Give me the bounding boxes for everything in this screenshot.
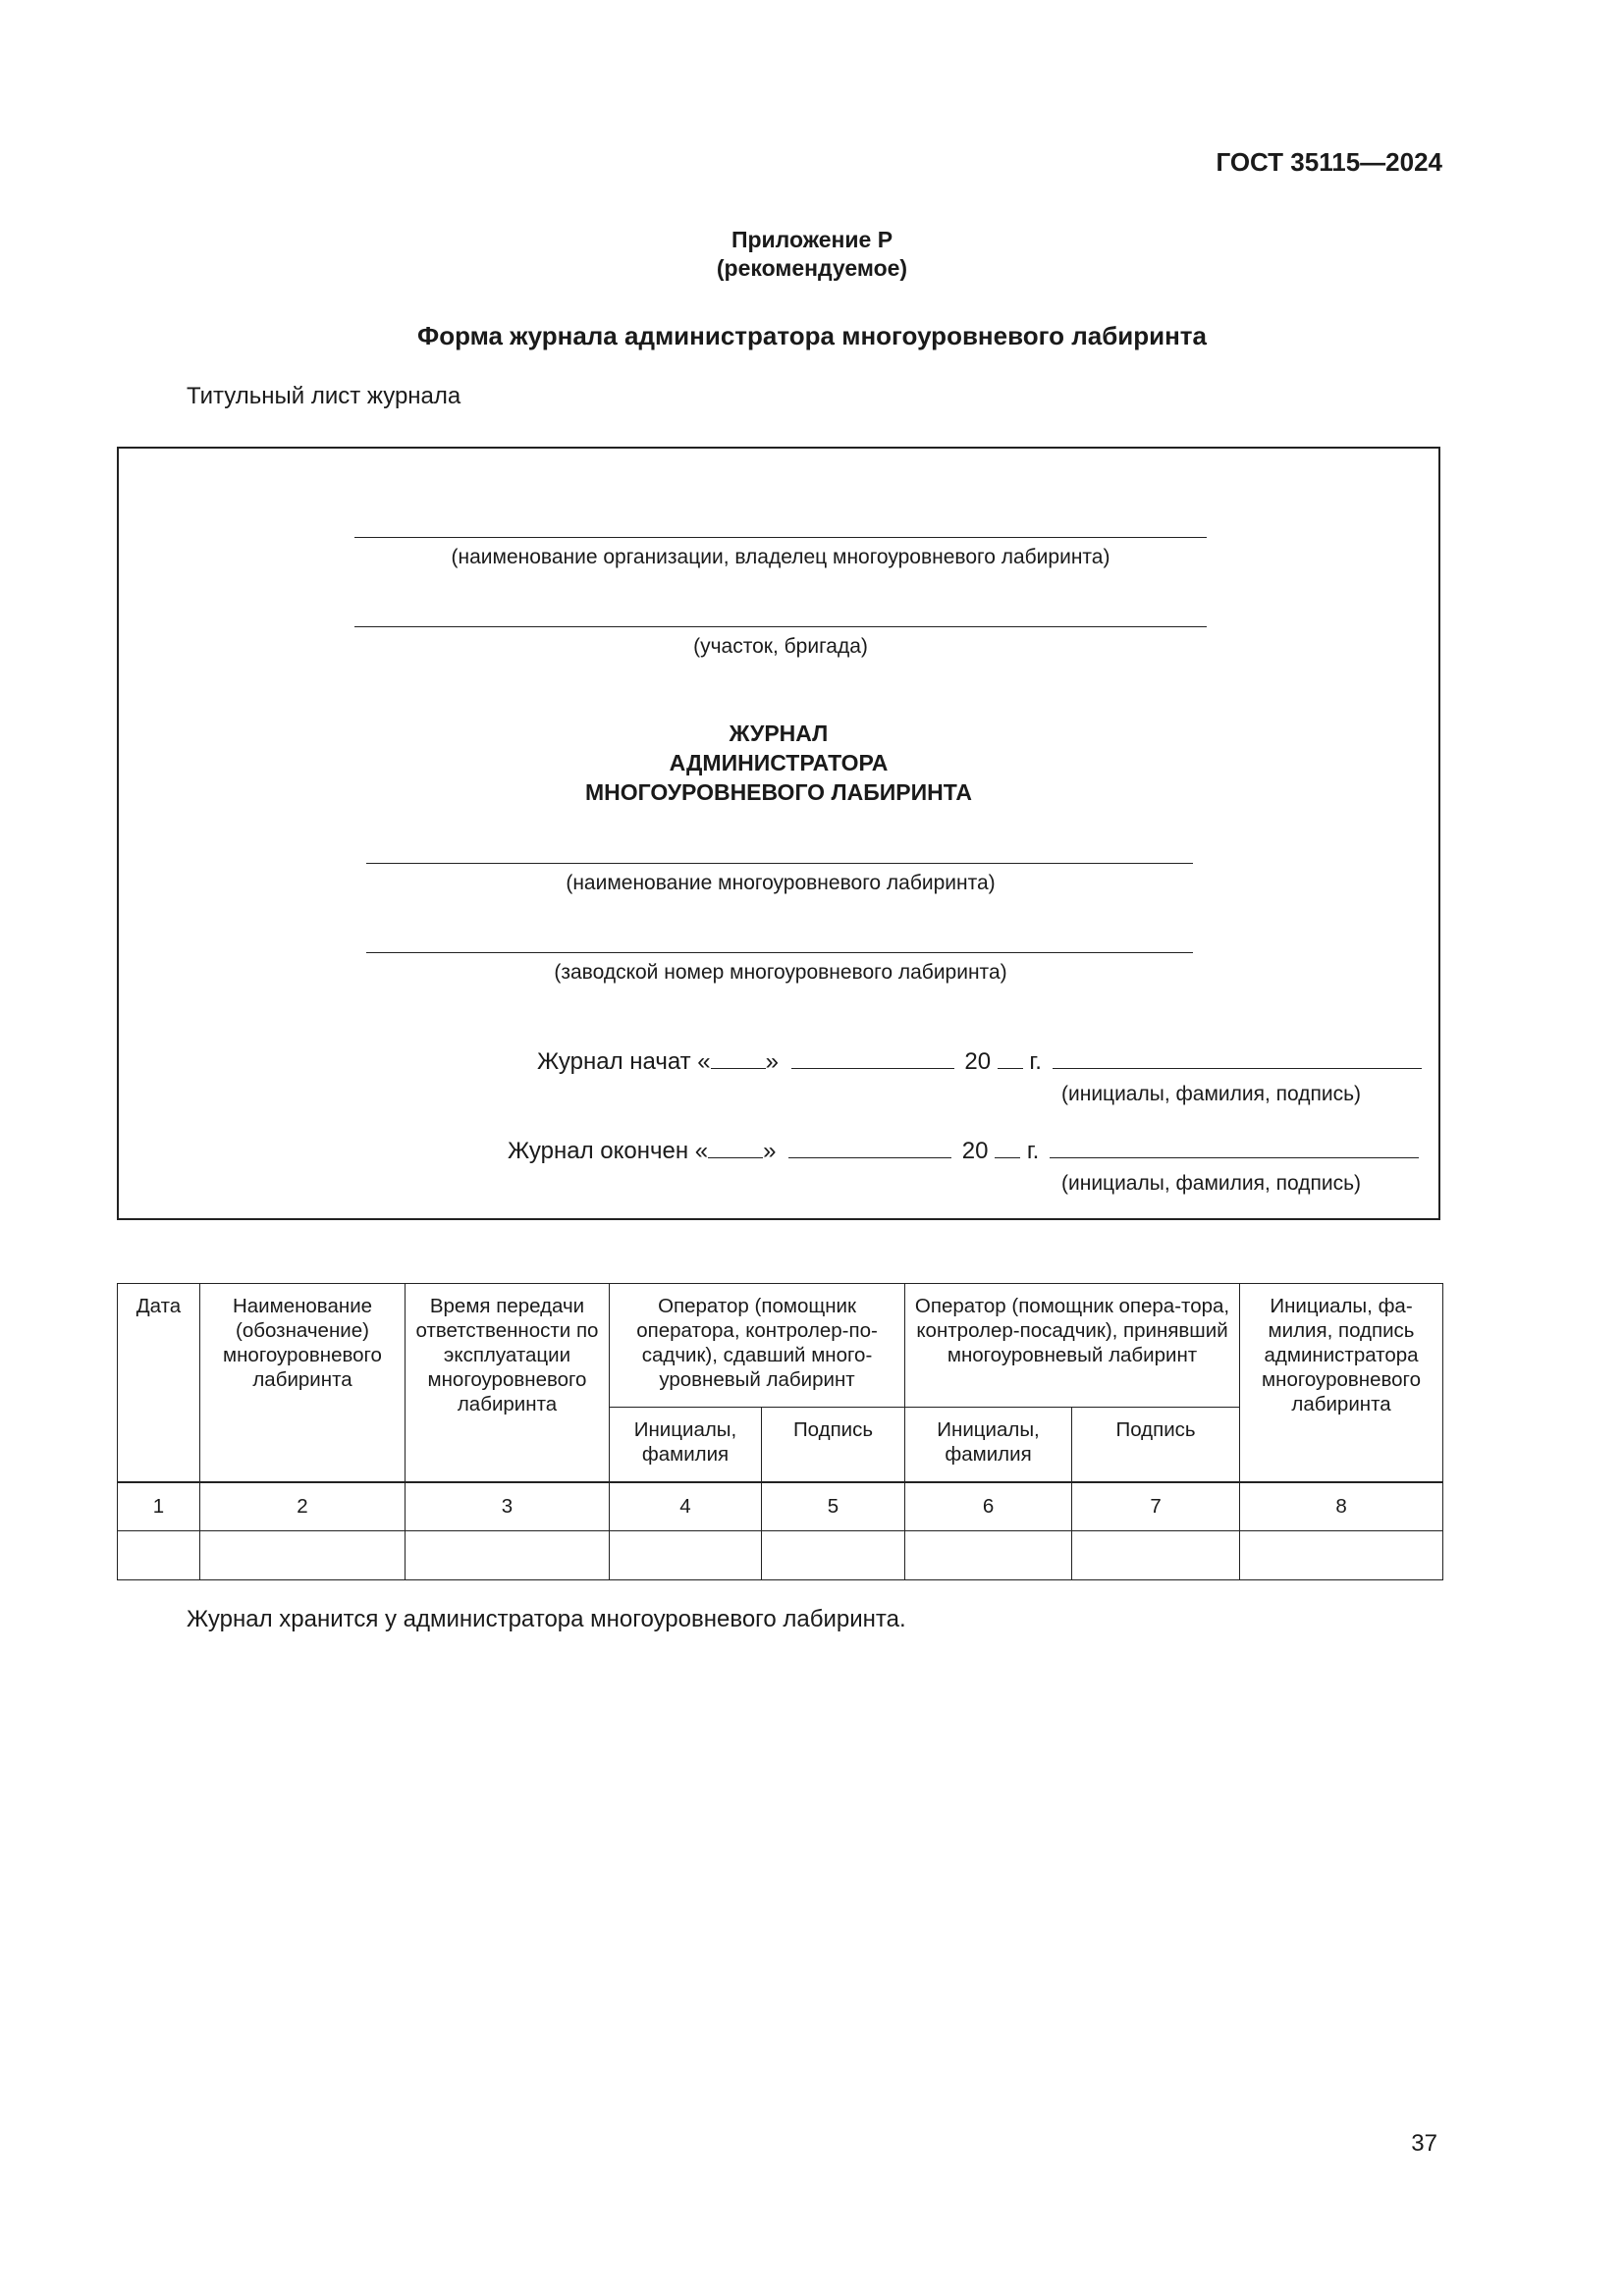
serial-fill-line	[366, 952, 1193, 953]
column-number: 6	[905, 1482, 1072, 1531]
title-page-label: Титульный лист журнала	[187, 383, 461, 409]
journal-title-line-3: МНОГОУРОВНЕВОГО ЛАБИРИНТА	[585, 779, 972, 805]
maze-name-caption: (наименование многоуровневого лабиринта)	[566, 872, 996, 894]
administrator-log-table	[117, 1283, 1443, 1580]
maze-name-fill-line	[366, 863, 1193, 864]
section-fill-line	[354, 626, 1207, 627]
started-year-blank	[998, 1048, 1023, 1069]
column-number: 3	[406, 1482, 610, 1531]
journal-ended-label: Журнал окончен «	[508, 1138, 709, 1164]
year-prefix: 20	[961, 1138, 989, 1164]
column-number: 1	[118, 1482, 200, 1531]
header-received-signature: Подпись	[1072, 1408, 1240, 1482]
started-day-blank	[711, 1048, 766, 1069]
column-number: 5	[762, 1482, 905, 1531]
journal-ended-row	[508, 1138, 1419, 1165]
column-number: 7	[1072, 1482, 1240, 1531]
header-handover-time: Время передачи ответственности по эксплуатации многоуровневого лабиринта	[406, 1284, 610, 1482]
table-cell	[200, 1531, 406, 1580]
year-prefix: 20	[964, 1048, 992, 1075]
header-administrator: Инициалы, фа-милия, подпись администратора многоуровневого лабиринта	[1240, 1284, 1443, 1482]
quote-close: »	[763, 1138, 777, 1164]
started-month-blank	[791, 1048, 954, 1069]
started-signature-caption: (инициалы, фамилия, подпись)	[1061, 1083, 1362, 1105]
journal-title-line-2: АДМИНИСТРАТОРА	[669, 750, 889, 775]
quote-close: »	[765, 1048, 780, 1075]
annex-status: (рекомендуемое)	[716, 255, 908, 281]
table-row	[118, 1531, 1443, 1580]
section-caption: (участок, бригада)	[693, 635, 868, 658]
storage-note: Журнал хранится у администратора многоуровневого лабиринта.	[187, 1606, 906, 1632]
annex-heading	[0, 226, 1624, 283]
table-cell	[905, 1531, 1072, 1580]
journal-started-label: Журнал начат «	[537, 1048, 711, 1075]
header-date: Дата	[118, 1284, 200, 1482]
table-cell	[118, 1531, 200, 1580]
ended-day-blank	[708, 1138, 763, 1158]
title-page-frame	[117, 447, 1440, 1220]
year-suffix: г.	[1029, 1048, 1042, 1075]
column-number: 4	[610, 1482, 762, 1531]
started-signature-blank	[1053, 1048, 1422, 1069]
year-suffix: г.	[1026, 1138, 1040, 1164]
column-number: 2	[200, 1482, 406, 1531]
organization-caption: (наименование организации, владелец многоуровневого лабиринта)	[451, 546, 1110, 568]
annex-label: Приложение Р	[731, 227, 893, 252]
header-handed-initials: Инициалы, фамилия	[610, 1408, 762, 1482]
standard-number: ГОСТ 35115—2024	[1216, 147, 1442, 177]
table-cell	[762, 1531, 905, 1580]
header-maze-name: Наименование (обозначение) многоуровневого лабиринта	[200, 1284, 406, 1482]
column-number: 8	[1240, 1482, 1443, 1531]
header-operator-handed: Оператор (помощник оператора, контролер-по-садчик), сдавший много-уровневый лабиринт	[610, 1284, 905, 1408]
ended-month-blank	[788, 1138, 951, 1158]
table-cell	[406, 1531, 610, 1580]
ended-signature-blank	[1050, 1138, 1419, 1158]
serial-caption: (заводской номер многоуровневого лабиринта)	[554, 961, 1007, 984]
page-number: 37	[1411, 2130, 1437, 2157]
organization-fill-line	[354, 537, 1207, 538]
table-cell	[1240, 1531, 1443, 1580]
table-cell	[610, 1531, 762, 1580]
journal-title-line-1: ЖУРНАЛ	[729, 721, 829, 746]
table-cell	[1072, 1531, 1240, 1580]
form-title: Форма журнала администратора многоуровневого лабиринта	[417, 321, 1207, 350]
table-header-row	[118, 1284, 1443, 1408]
ended-signature-caption: (инициалы, фамилия, подпись)	[1061, 1172, 1362, 1195]
header-received-initials: Инициалы, фамилия	[905, 1408, 1072, 1482]
journal-started-row	[537, 1048, 1422, 1076]
ended-year-blank	[995, 1138, 1020, 1158]
journal-title	[119, 719, 1438, 807]
column-number-row	[118, 1482, 1443, 1531]
header-handed-signature: Подпись	[762, 1408, 905, 1482]
header-operator-received: Оператор (помощник опера-тора, контролер-посадчик), принявший многоуровневый лабиринт	[905, 1284, 1240, 1408]
